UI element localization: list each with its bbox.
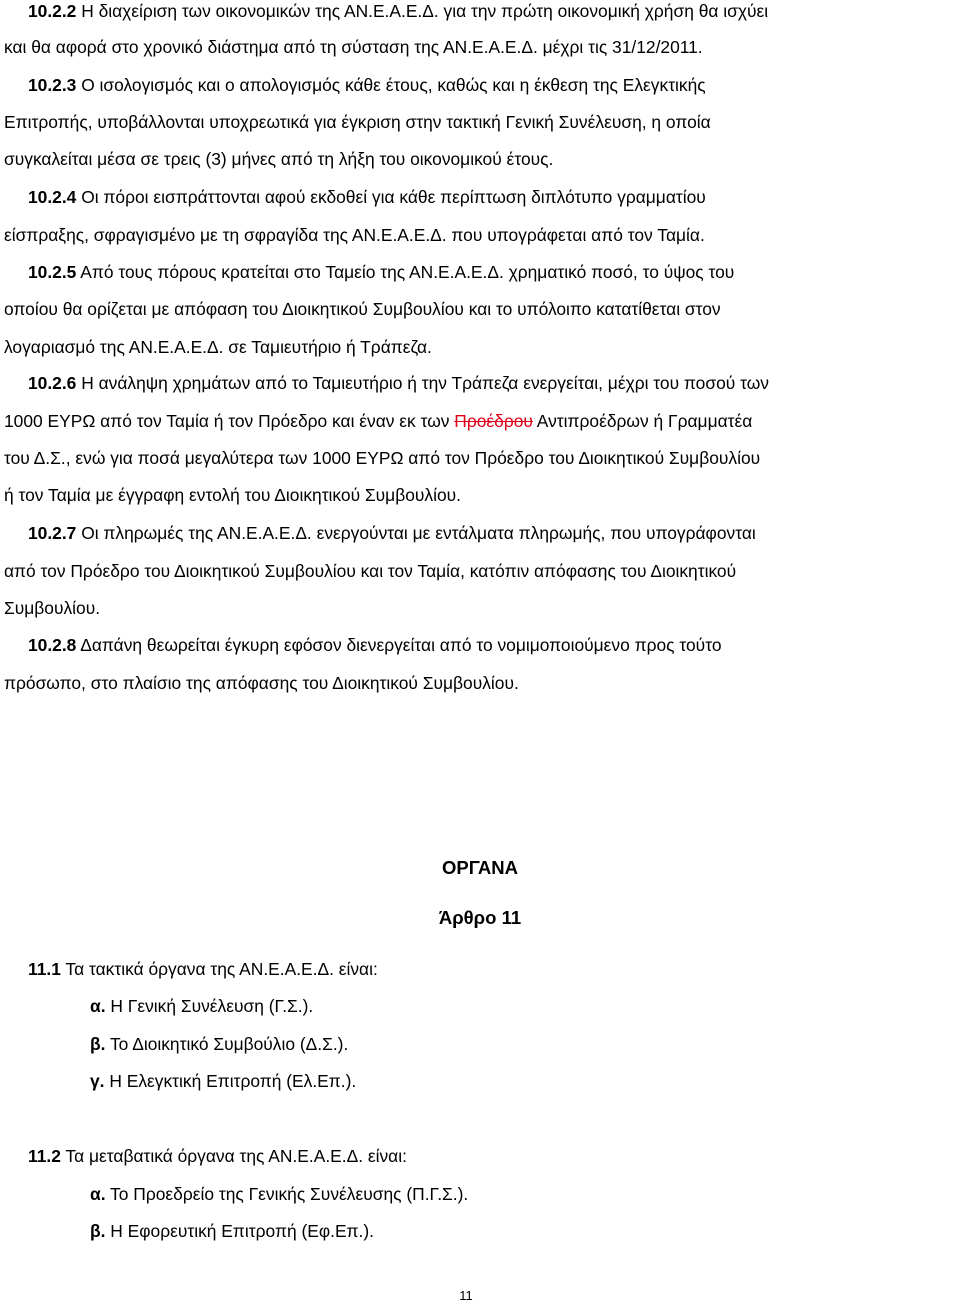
struck-out-word: Προέδρου (454, 411, 533, 431)
list-item (90, 1070, 356, 1092)
paragraph-text: Η διαχείριση των οικονομικών της ΑΝ.Ε.Α.Ε.Δ. για την πρώτη οικονομική χρήση θα ισχύει (76, 1, 769, 21)
paragraph-10-2-6-line-1 (28, 372, 958, 394)
section-number: 10.2.7 (28, 523, 77, 543)
section-number: 11.2 (28, 1146, 61, 1166)
section-number: 10.2.8 (28, 635, 77, 655)
paragraph-10-2-2-line-2: και θα αφορά στο χρονικό διάστημα από τη σύσταση της ΑΝ.Ε.Α.Ε.Δ. μέχρι τις 31/12/2011. (4, 37, 703, 57)
list-text: Η Γενική Συνέλευση (Γ.Σ.). (105, 996, 314, 1016)
paragraph-text: Η ανάληψη χρημάτων από το Ταμιευτήριο ή την Τράπεζα ενεργείται, μέχρι του ποσού των (76, 373, 770, 393)
list-item (90, 1033, 348, 1055)
list-item (90, 1220, 374, 1242)
section-number: 10.2.4 (28, 187, 77, 207)
list-item (90, 995, 313, 1017)
paragraph-text: Αντιπροέδρων ή Γραμματέα (532, 411, 753, 431)
paragraph-text: Δαπάνη θεωρείται έγκυρη εφόσον διενεργείται από το νομιμοποιούμενο προς τούτο (76, 635, 722, 655)
article-title: Άρθρο 11 (438, 907, 522, 928)
paragraph-text: Οι πληρωμές της ΑΝ.Ε.Α.Ε.Δ. ενεργούνται με εντάλματα πληρωμής, που υπογράφονται (76, 523, 756, 543)
paragraph-11-2 (28, 1145, 958, 1167)
list-item (90, 1183, 468, 1205)
section-number: 10.2.2 (28, 1, 77, 21)
paragraph-text: Ο ισολογισμός και ο απολογισμός κάθε έτους, καθώς και η έκθεση της Ελεγκτικής (76, 75, 706, 95)
paragraph-10-2-6-line-3: του Δ.Σ., ενώ για ποσά μεγαλύτερα των 1000 ΕΥΡΩ από τον Πρόεδρο του Διοικητικού Συμβουλίου (4, 448, 761, 468)
paragraph-10-2-7-line-2: από τον Πρόεδρο του Διοικητικού Συμβουλίου και τον Ταμία, κατόπιν απόφασης του Διοικητικού (4, 561, 737, 581)
paragraph-text: Από τους πόρους κρατείται στο Ταμείο της ΑΝ.Ε.Α.Ε.Δ. χρηματικό ποσό, το ύψος του (76, 262, 735, 282)
paragraph-10-2-5-line-2: οποίου θα ορίζεται με απόφαση του Διοικητικού Συμβουλίου και το υπόλοιπο κατατίθεται στον (4, 299, 721, 319)
paragraph-10-2-4-line-1 (28, 186, 958, 208)
section-number: 10.2.6 (28, 373, 77, 393)
paragraph-10-2-8-line-1 (28, 634, 958, 656)
paragraph-text: Οι πόροι εισπράττονται αφού εκδοθεί για κάθε περίπτωση διπλότυπο γραμματίου (76, 187, 706, 207)
list-letter: γ. (90, 1071, 105, 1091)
paragraph-11-1 (28, 958, 958, 980)
paragraph-10-2-6-line-2 (4, 410, 958, 432)
section-number: 10.2.5 (28, 262, 77, 282)
paragraph-text: Τα μεταβατικά όργανα της ΑΝ.Ε.Α.Ε.Δ. είναι: (60, 1146, 407, 1166)
paragraph-10-2-4-line-2: είσπραξης, σφραγισμένο με τη σφραγίδα της ΑΝ.Ε.Α.Ε.Δ. που υπογράφεται από τον Ταμία. (4, 225, 705, 245)
paragraph-10-2-2-line-1 (28, 0, 958, 22)
list-text: Η Ελεγκτική Επιτροπή (Ελ.Επ.). (104, 1071, 357, 1091)
paragraph-10-2-7-line-3: Συμβουλίου. (4, 598, 101, 618)
paragraph-10-2-7-line-1 (28, 522, 958, 544)
list-letter: β. (90, 1221, 106, 1241)
page-number: 11 (459, 1288, 473, 1303)
list-letter: α. (90, 996, 106, 1016)
paragraph-10-2-8-line-2: πρόσωπο, στο πλαίσιο της απόφασης του Διοικητικού Συμβουλίου. (4, 673, 519, 693)
paragraph-text: 1000 ΕΥΡΩ από τον Ταμία ή τον Πρόεδρο και έναν εκ των (4, 411, 455, 431)
list-letter: α. (90, 1184, 106, 1204)
list-text: Η Εφορευτική Επιτροπή (Εφ.Επ.). (105, 1221, 375, 1241)
list-letter: β. (90, 1034, 106, 1054)
paragraph-10-2-5-line-1 (28, 261, 958, 283)
section-heading: ΟΡΓΑΝΑ (442, 857, 518, 878)
paragraph-10-2-3-line-3: συγκαλείται μέσα σε τρεις (3) μήνες από τη λήξη του οικονομικού έτους. (4, 149, 554, 169)
list-text: Το Διοικητικό Συμβούλιο (Δ.Σ.). (105, 1034, 349, 1054)
paragraph-10-2-5-line-3: λογαριασμό της ΑΝ.Ε.Α.Ε.Δ. σε Ταμιευτήριο ή Τράπεζα. (4, 337, 432, 357)
paragraph-text: Τα τακτικά όργανα της ΑΝ.Ε.Α.Ε.Δ. είναι: (60, 959, 378, 979)
paragraph-10-2-6-line-4: ή τον Ταμία με έγγραφη εντολή του Διοικητικού Συμβουλίου. (4, 485, 461, 505)
paragraph-10-2-3-line-2: Επιτροπής, υποβάλλονται υποχρεωτικά για έγκριση στην τακτική Γενική Συνέλευση, η οποία (4, 112, 711, 132)
section-number: 11.1 (28, 959, 61, 979)
section-number: 10.2.3 (28, 75, 77, 95)
paragraph-10-2-3-line-1 (28, 74, 958, 96)
list-text: Το Προεδρείο της Γενικής Συνέλευσης (Π.Γ.Σ.). (105, 1184, 469, 1204)
